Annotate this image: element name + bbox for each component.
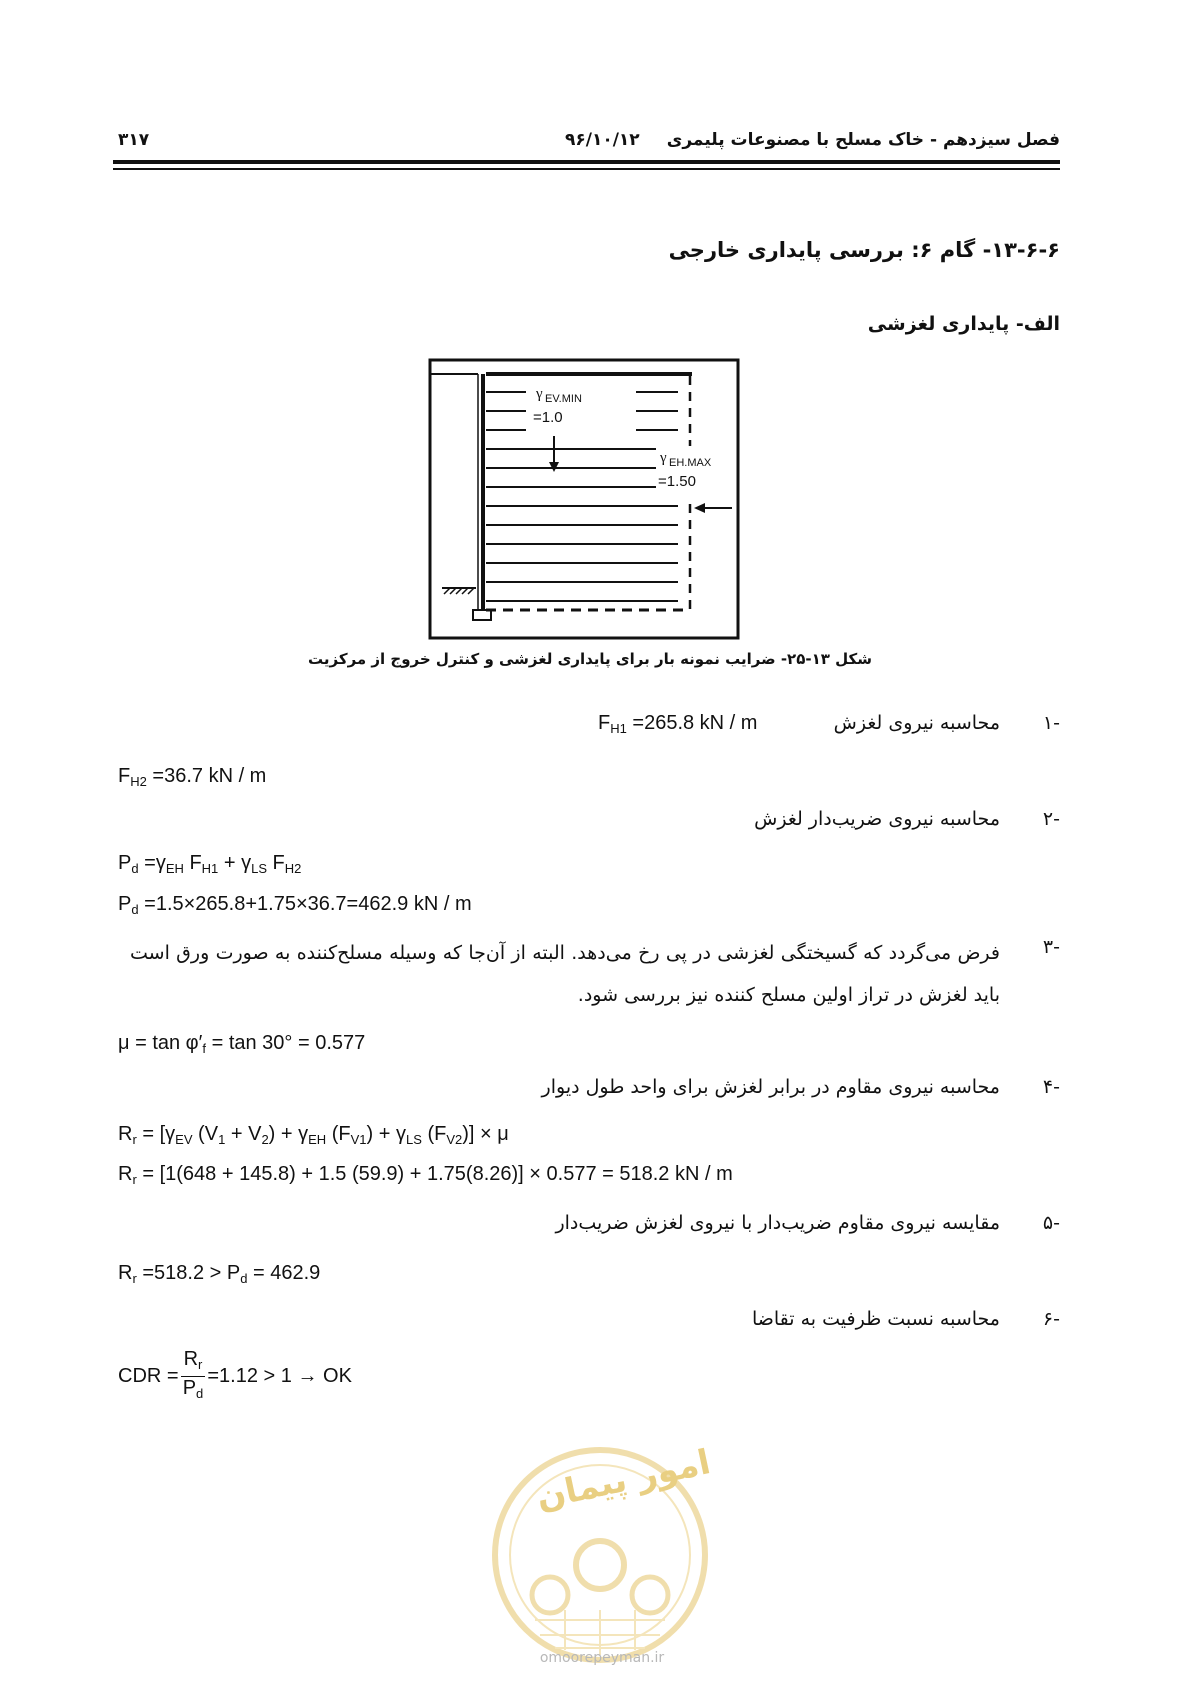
watermark-site: omoorepeyman.ir	[539, 1650, 665, 1666]
step-5-number: -۵	[1042, 1212, 1060, 1234]
scale-icon	[532, 1577, 568, 1613]
eh-gamma: γ	[660, 450, 667, 466]
header-rule-thin	[113, 168, 1060, 170]
watermark-logo-text: امور پیمان	[532, 1442, 714, 1518]
ev-gamma: γ	[536, 386, 543, 402]
step-1-number: -۱	[1042, 712, 1060, 734]
equation-mu: $\mu = \tan \varphi'_f = \tan 30^\circ = 0.577$	[118, 1032, 366, 1056]
step-4-text: محاسبه نیروی مقاوم در برابر لغزش برای واحد طول دیوار	[541, 1076, 1000, 1098]
eh-value: =1.50	[658, 473, 696, 490]
page-number: ۳۱۷	[118, 130, 150, 150]
step-2-text: محاسبه نیروی ضریب‌دار لغزش	[754, 808, 1000, 830]
section-title: ۱۳-۶-۶- گام ۶: بررسی پایداری خارجی	[668, 238, 1060, 262]
step-6-text: محاسبه نسبت ظرفیت به تقاضا	[751, 1308, 1000, 1330]
eh-subscript: EH.MAX	[669, 457, 712, 469]
step-1-text: محاسبه نیروی لغزش	[833, 712, 1000, 734]
header-date: ۹۶/۱۰/۱۲	[565, 130, 640, 150]
ev-value: =1.0	[533, 409, 563, 426]
equation-fh1: $F_{H1} =265.8$ kN / m	[598, 712, 758, 736]
step-6-number: -۶	[1042, 1308, 1060, 1330]
step-3-text: فرض می‌گردد که گسیختگی لغزشی در پی رخ می‌دهد. البته از آن‌جا که وسیله مسلح‌کننده به صورت ورق است باید لغزش در تراز اولین مسلح کننده نیز بررسی شود.	[130, 942, 1000, 1006]
gear-icon	[576, 1541, 624, 1589]
equation-rr-formula: $R_r = [\gamma_{EV}$ $(V_1 + V_2) + \gamma_{EH}$ $(F_{V1}) + \gamma_{LS}$ $(F_{V2})] \times \mu$	[118, 1123, 509, 1147]
subsection-title: الف- پایداری لغزشی	[867, 313, 1060, 335]
step-4-number: -۴	[1042, 1076, 1060, 1098]
step-5-text: مقایسه نیروی مقاوم ضریب‌دار با نیروی لغزش ضریب‌دار	[555, 1212, 1000, 1234]
ev-subscript: EV.MIN	[545, 393, 582, 405]
equation-cdr: CDR = $\frac{R_r}{P_d}$ =1.12 > 1 → OK	[118, 1348, 352, 1405]
left-arrow-icon	[694, 503, 705, 513]
equation-comparison: $R_r =518.2 > P_d = 462.9$	[118, 1262, 321, 1286]
figure-caption: شکل ۱۳-۲۵- ضرایب نمونه بار برای پایداری لغزشی و کنترل خروج از مرکزیت	[308, 650, 872, 668]
equation-pd-value: $P_d =1.5\times 265.8+1.75\times 36.7=462.9$ kN / m	[118, 893, 472, 917]
cdr-fraction: $\frac{R_r}{P_d}$	[181, 1348, 206, 1405]
step-3-number: -۳	[1042, 936, 1060, 958]
step-2-number: -۲	[1042, 808, 1060, 830]
equation-pd-formula: $P_d =\gamma_{EH}$ $F_{H1} + \gamma_{LS}$ $F_{H2}$	[118, 852, 302, 876]
equation-fh2: $F_{H2} =36.7$ kN / m	[118, 765, 267, 789]
equation-rr-value: $R_r = [1(648 + 145.8) + 1.5$ (59.9) + 1.75(8.26)] × 0.577 = 518.2 kN / m	[118, 1163, 733, 1187]
header-rule	[113, 160, 1060, 164]
retaining-wall-figure	[428, 358, 740, 640]
chapter-title: فصل سیزدهم - خاک مسلح با مصنوعات پلیمری	[666, 130, 1060, 150]
excavator-icon	[632, 1577, 668, 1613]
